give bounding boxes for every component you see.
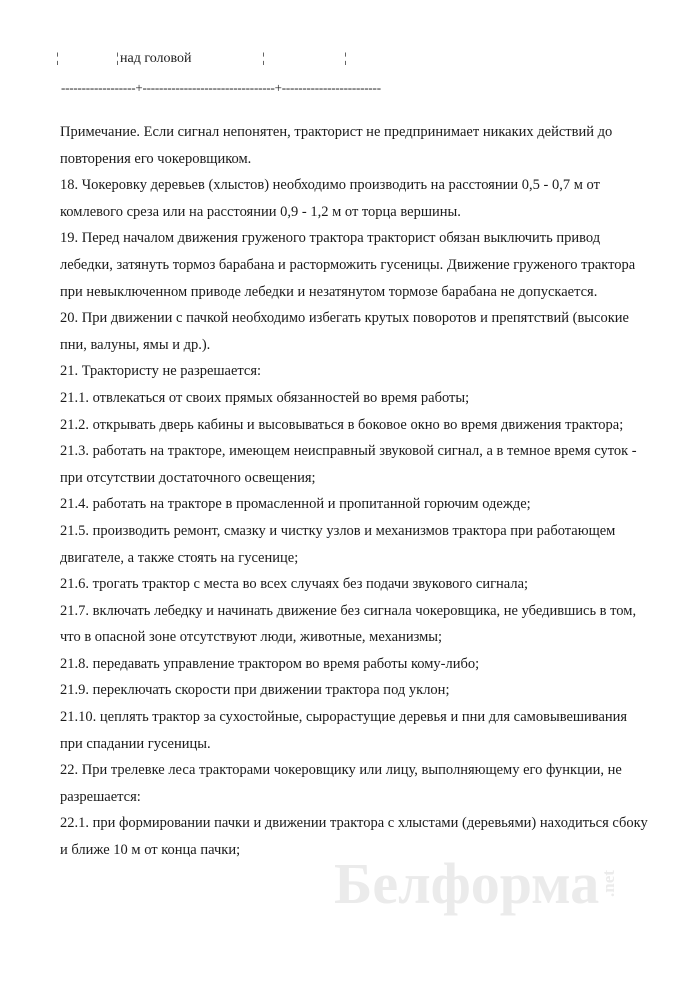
table-cell-label: над головой — [120, 51, 192, 66]
table-fragment-row — [56, 51, 476, 71]
table-separator-line: ------------------+--------------------------------+------------------------ — [61, 80, 381, 95]
paragraph-21: 21. Трактористу не разрешается: — [60, 363, 262, 380]
paragraph-21-2: 21.2. открывать дверь кабины и высовываться в боковое окно во время движения трактора; — [60, 416, 624, 433]
paragraph-21-4: 21.4. работать на тракторе в промасленной и пропитанной горючим одежде; — [60, 496, 531, 513]
watermark-logo — [334, 851, 626, 916]
paragraph-21-7: 21.7. включать лебедку и начинать движение без сигнала чокеровщика, не убедившись в том, что в опасной зоне отсутствуют люди, животные, механизмы; — [60, 602, 637, 646]
document-body — [60, 119, 650, 864]
paragraph-19: 19. Перед началом движения груженого трактора тракторист обязан выключить привод лебедки, затянуть тормоз барабана и расторможить гусеницы. Движение груженого трактора при невыключенном приводе лебедки и незатянутом тормозе барабана не допускается. — [60, 230, 636, 300]
paragraph-21-1: 21.1. отвлекаться от своих прямых обязанностей во время работы; — [60, 389, 470, 406]
watermark-text: Белформа — [334, 851, 600, 916]
table-col-separator: ¦ — [344, 51, 347, 66]
paragraph-21-10: 21.10. цеплять трактор за сухостойные, сырорастущие деревья и пни для самовывешивания при спадании гусеницы. — [60, 709, 628, 752]
paragraph-18: 18. Чокеровку деревьев (хлыстов) необходимо производить на расстоянии 0,5 - 0,7 м от комлевого среза или на расстоянии 0,9 - 1,2 м от торца вершины. — [60, 177, 600, 220]
paragraph-21-9: 21.9. переключать скорости при движении трактора под уклон; — [60, 682, 450, 699]
paragraph-20: 20. При движении с пачкой необходимо избегать крутых поворотов и препятствий (высокие пни, валуны, ямы и др.). — [60, 310, 629, 353]
paragraph-21-3: 21.3. работать на тракторе, имеющем неисправный звуковой сигнал, а в темное время суток - при отсутствии достаточного освещения; — [60, 443, 637, 486]
paragraph-21-6: 21.6. трогать трактор с места во всех случаях без подачи звукового сигнала; — [60, 576, 529, 593]
paragraph-21-8: 21.8. передавать управление трактором во время работы кому-либо; — [60, 655, 480, 672]
table-col-separator: ¦ — [56, 51, 59, 66]
paragraph-21-5: 21.5. производить ремонт, смазку и чистку узлов и механизмов трактора при работающем двигателе, а также стоять на гусенице; — [60, 522, 616, 566]
watermark-suffix: .net — [599, 870, 619, 897]
table-col-separator: ¦ — [116, 51, 119, 66]
paragraph-22-1: 22.1. при формировании пачки и движении трактора с хлыстами (деревьями) находиться сбоку и ближе 10 м от конца пачки; — [60, 815, 648, 859]
paragraph-22: 22. При трелевке леса тракторами чокеровщику или лицу, выполняющему его функции, не разрешается: — [60, 762, 622, 805]
table-col-separator: ¦ — [262, 51, 265, 66]
note-paragraph: Примечание. Если сигнал непонятен, тракторист не предпринимает никаких действий до повторения его чокеровщиком. — [60, 124, 613, 167]
